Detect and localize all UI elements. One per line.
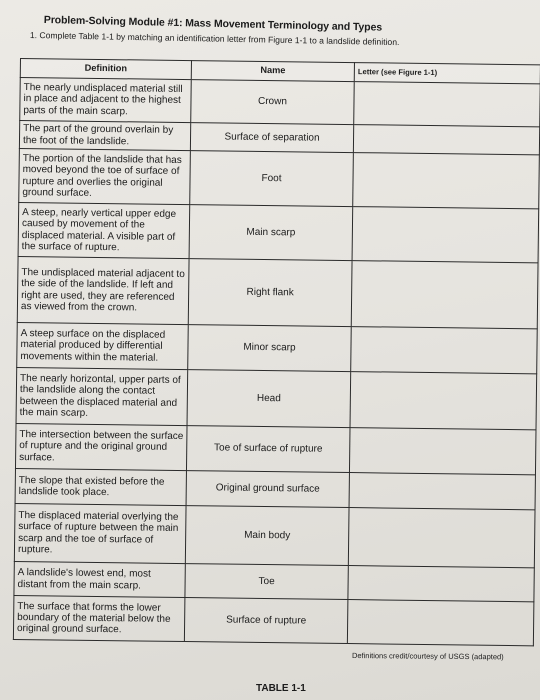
definition-cell: The displaced material overlying the surface of rupture between the main scarp and the toe of surface of rupture. bbox=[14, 503, 186, 563]
letter-answer-cell[interactable] bbox=[350, 372, 537, 430]
definition-cell: The portion of the landslide that has moved beyond the toe of surface of rupture and overlies the original ground surface. bbox=[19, 148, 191, 204]
table-1-1-wrapper bbox=[13, 58, 540, 646]
letter-answer-cell[interactable] bbox=[353, 153, 540, 209]
name-cell: Head bbox=[187, 370, 351, 428]
definition-cell: The nearly undisplaced material still in place and adjacent to the highest parts of the main scarp. bbox=[20, 78, 192, 123]
definition-cell: The intersection between the surface of rupture and the original ground surface. bbox=[15, 423, 187, 470]
name-cell: Right flank bbox=[188, 259, 352, 327]
name-cell: Original ground surface bbox=[186, 471, 349, 508]
name-cell: Main body bbox=[185, 506, 349, 566]
module-title: Problem-Solving Module #1: Mass Movement Terminology and Types bbox=[43, 14, 383, 34]
header-definition: Definition bbox=[20, 59, 191, 80]
table-row bbox=[15, 423, 536, 474]
letter-answer-cell[interactable] bbox=[349, 428, 536, 475]
letter-answer-cell[interactable] bbox=[354, 82, 540, 127]
name-cell: Toe bbox=[185, 564, 348, 600]
table-row bbox=[14, 503, 535, 567]
table-row bbox=[17, 256, 538, 328]
letter-answer-cell[interactable] bbox=[348, 508, 535, 568]
definition-cell: A steep, nearly vertical upper edge caused by movement of the displaced material. A visible part of the surface of rupture. bbox=[18, 202, 190, 258]
definition-cell: The undisplaced material adjacent to the side of the landslide. If left and right are used, they are referenced as viewed from the crown. bbox=[17, 256, 189, 324]
name-cell: Surface of rupture bbox=[184, 598, 348, 644]
table-row bbox=[20, 78, 540, 127]
name-cell: Minor scarp bbox=[188, 325, 352, 372]
definition-cell: The part of the ground overlain by the foot of the landslide. bbox=[19, 121, 190, 151]
letter-answer-cell[interactable] bbox=[353, 125, 539, 155]
name-cell: Toe of surface of rupture bbox=[186, 426, 350, 473]
instruction-text: 1. Complete Table 1-1 by matching an identification letter from Figure 1-1 to a landslide definition. bbox=[29, 30, 400, 48]
name-cell: Crown bbox=[191, 80, 355, 125]
table-caption: TABLE 1-1 bbox=[256, 683, 306, 694]
definitions-credit: Definitions credit/courtesy of USGS (adapted) bbox=[351, 651, 504, 662]
header-letter: Letter (see Figure 1-1) bbox=[354, 63, 540, 84]
name-cell: Foot bbox=[190, 151, 354, 207]
definition-cell: A steep surface on the displaced material produced by differential movements within the material. bbox=[17, 322, 189, 369]
letter-answer-cell[interactable] bbox=[347, 600, 534, 646]
name-cell: Main scarp bbox=[189, 205, 353, 261]
definition-cell: A landslide's lowest end, most distant from the main scarp. bbox=[14, 561, 185, 597]
header-name: Name bbox=[191, 61, 354, 82]
definition-cell: The nearly horizontal, upper parts of the landslide along the contact between the displaced material and the main scarp. bbox=[16, 367, 188, 425]
letter-answer-cell[interactable] bbox=[351, 327, 538, 374]
definition-cell: The slope that existed before the landslide took place. bbox=[15, 468, 186, 505]
letter-answer-cell[interactable] bbox=[351, 261, 538, 329]
table-row bbox=[17, 322, 538, 373]
letter-answer-cell[interactable] bbox=[352, 207, 539, 263]
table-row bbox=[13, 595, 533, 645]
table-row bbox=[16, 367, 537, 429]
table-row bbox=[19, 148, 540, 208]
name-cell: Surface of separation bbox=[190, 123, 353, 153]
table-row bbox=[18, 202, 539, 262]
letter-answer-cell[interactable] bbox=[348, 566, 534, 602]
definition-cell: The surface that forms the lower boundary of the material below the original ground surface. bbox=[13, 595, 185, 641]
letter-answer-cell[interactable] bbox=[349, 473, 535, 510]
terminology-table bbox=[13, 58, 540, 646]
